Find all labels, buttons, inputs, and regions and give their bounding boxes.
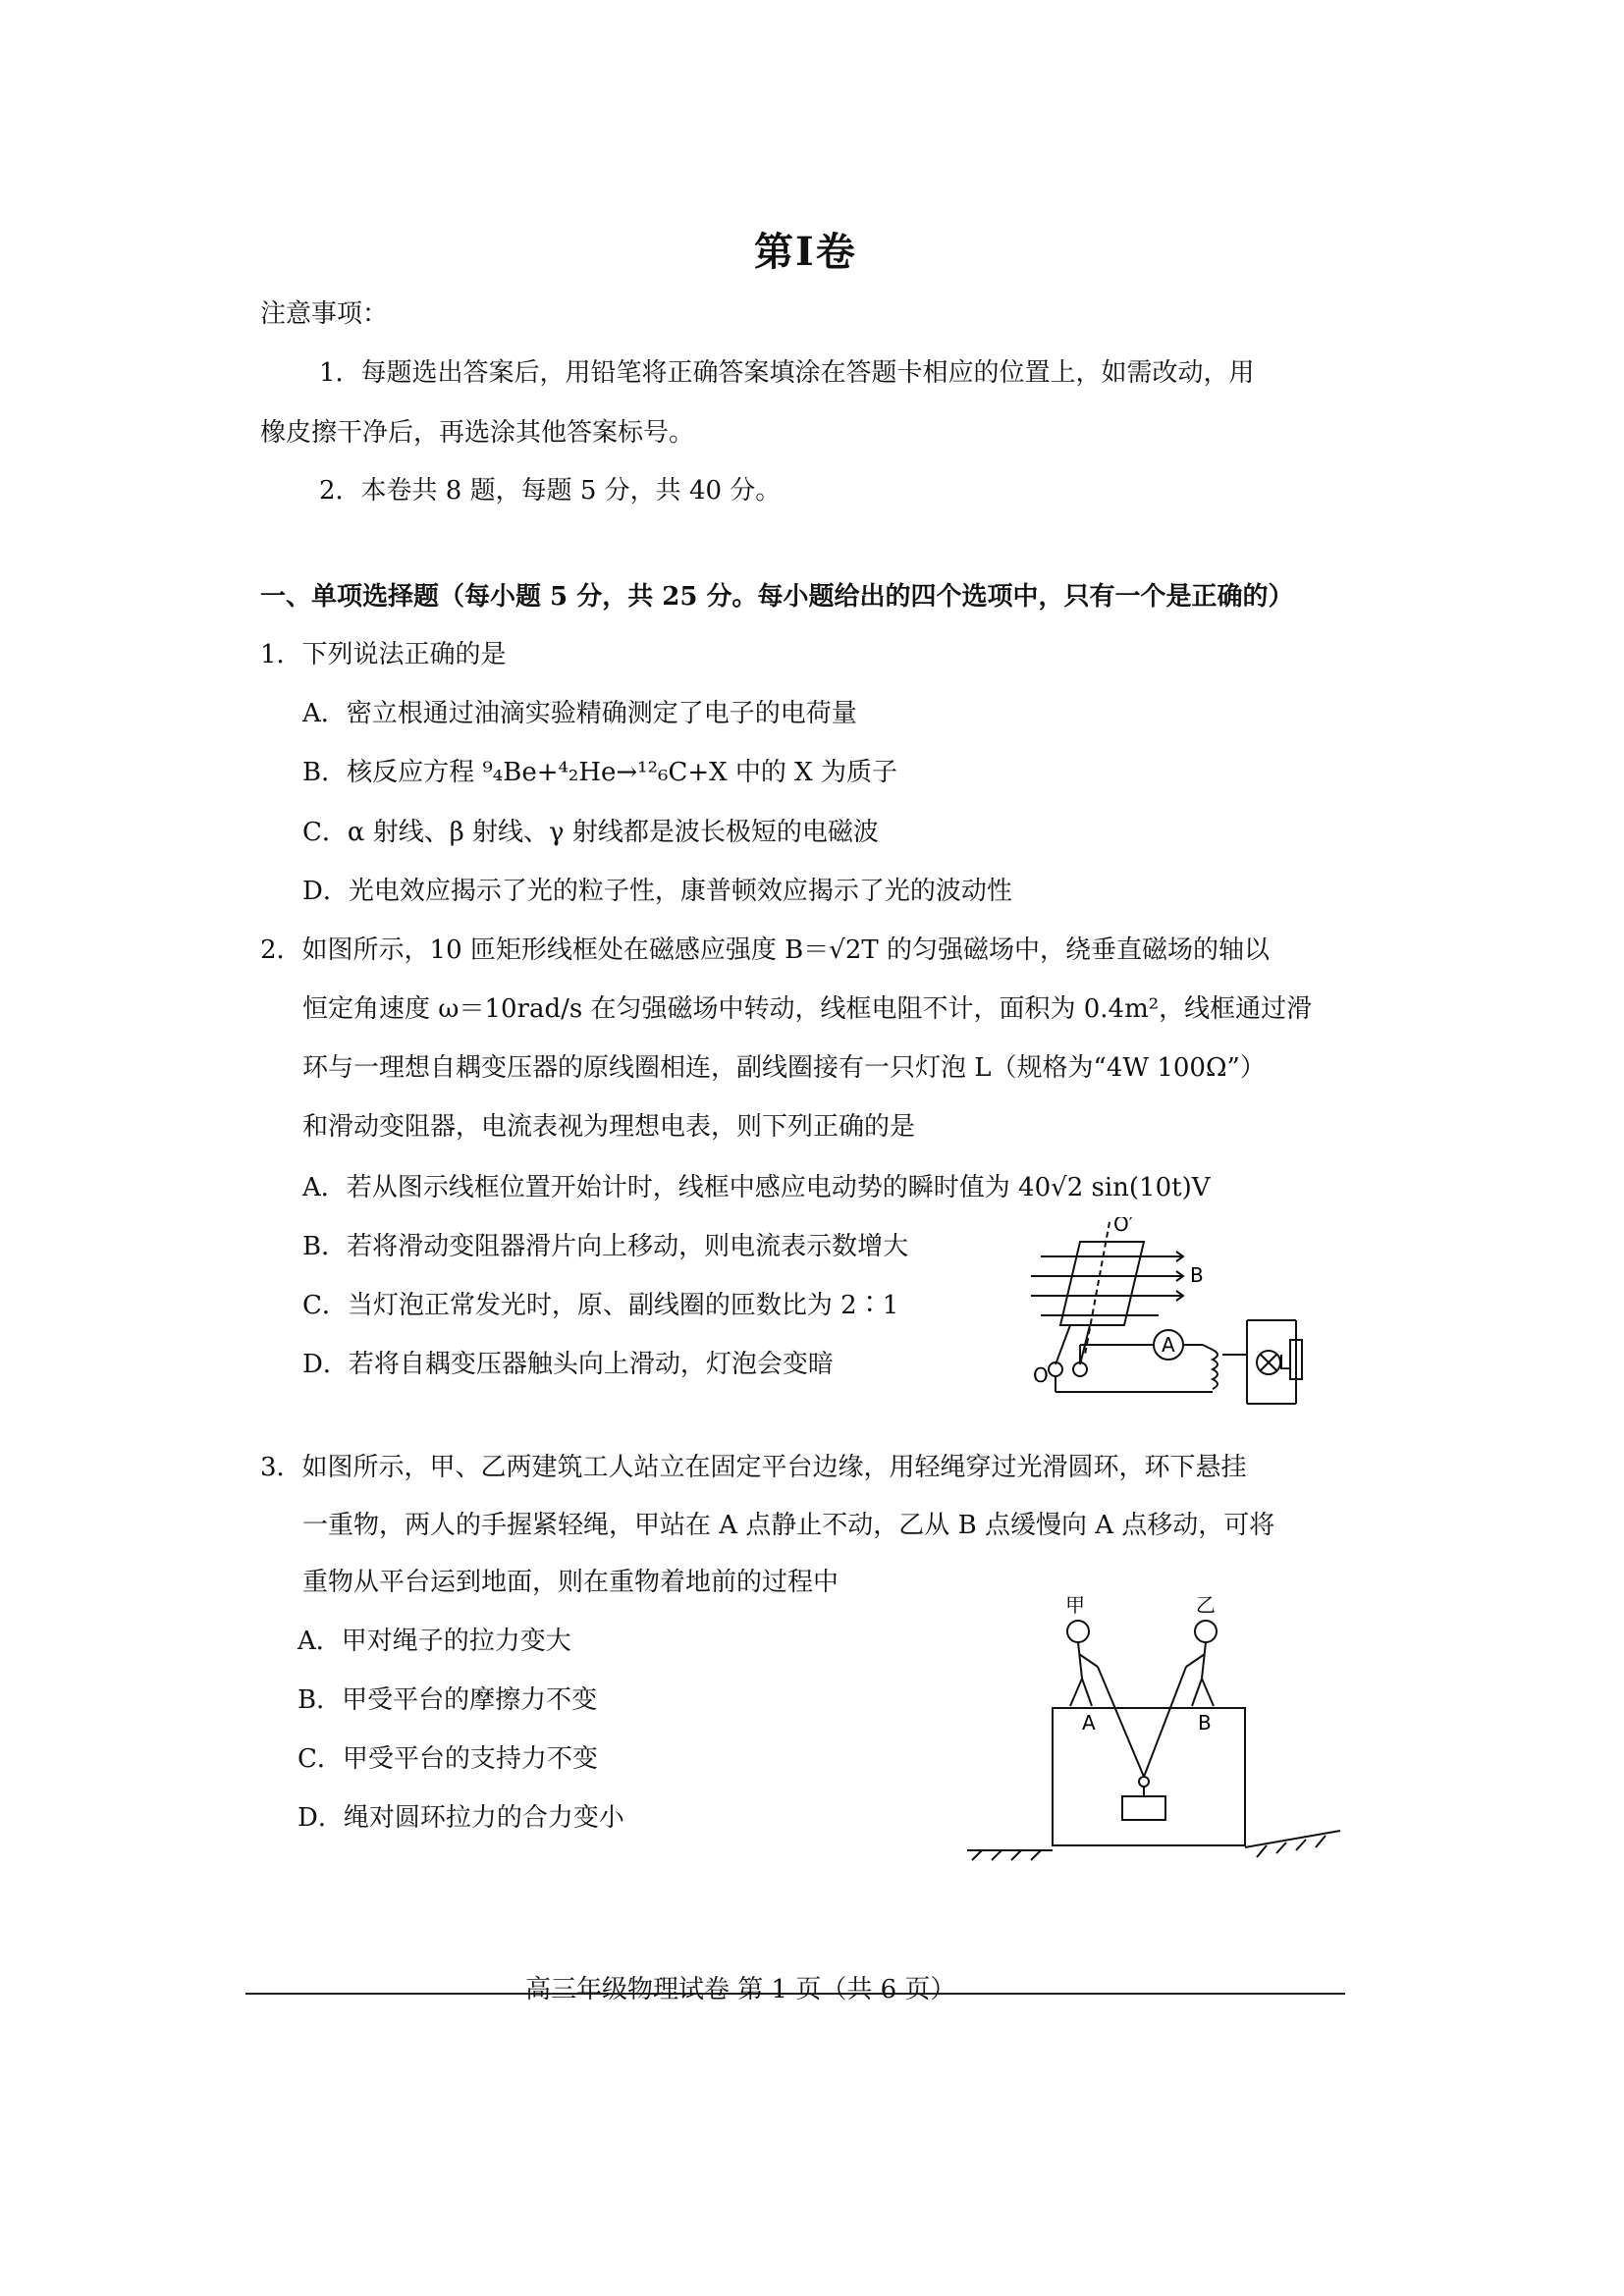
q1-option-d: D．光电效应揭示了光的粒子性，康普顿效应揭示了光的波动性 [302,877,1012,906]
q2-circuit-diagram [1011,1217,1316,1414]
q2-fig-label-axis-bottom: O [1033,1363,1049,1387]
page-title: 第Ⅰ卷 [754,229,857,275]
q3-fig-label-point-b: B [1198,1711,1212,1735]
q2-stem-line-2: 恒定角速度 ω＝10rad/s 在匀强磁场中转动，线框电阻不计，面积为 0.4m²，线框通过滑 [302,994,1313,1024]
q2-stem-line-1: 2．如图所示，10 匝矩形线框处在磁感应强度 B＝√2T 的匀强磁场中，绕垂直磁场的轴以 [260,935,1270,965]
q2-option-b: B．若将滑动变阻器滑片向上移动，则电流表示数增大 [302,1232,909,1261]
q1-option-b: B．核反应方程 ⁹₄Be+⁴₂He→¹²₆C+X 中的 X 为质子 [302,758,897,787]
q3-stem-line-2: 一重物，两人的手握紧轻绳，甲站在 A 点静止不动，乙从 B 点缓慢向 A 点移动，可将 [302,1511,1275,1540]
page-footer: 高三年级物理试卷 第 1 页（共 6 页） [525,1975,956,2004]
q2-fig-label-axis-top: O′ [1113,1217,1134,1236]
q3-option-b: B．甲受平台的摩擦力不变 [298,1685,598,1715]
notice-item-1-line-2: 橡皮擦干净后，再选涂其他答案标号。 [260,418,695,448]
q1-option-c: C．α 射线、β 射线、γ 射线都是波长极短的电磁波 [302,818,879,847]
q3-option-c: C．甲受平台的支持力不变 [298,1744,598,1774]
q2-option-d: D．若将自耦变压器触头向上滑动，灯泡会变暗 [302,1350,834,1379]
q2-option-a: A．若从图示线框位置开始计时，线框中感应电动势的瞬时值为 40√2 sin(10t)V [302,1173,1211,1202]
q3-fig-label-person-left: 甲 [1065,1593,1085,1617]
q3-option-a: A．甲对绳子的拉力变大 [298,1627,571,1656]
q3-platform-diagram [962,1590,1345,1870]
q2-stem-line-3: 环与一理想自耦变压器的原线圈相连，副线圈接有一只灯泡 L（规格为“4W 100Ω”） [302,1053,1266,1083]
q3-fig-label-point-a: A [1082,1711,1096,1735]
notice-item-1-line-1: 1．每题选出答案后，用铅笔将正确答案填涂在答题卡相应的位置上，如需改动，用 [319,358,1255,388]
notice-heading: 注意事项： [260,299,389,329]
notice-item-2: 2．本卷共 8 题，每题 5 分，共 40 分。 [319,476,782,506]
q1-option-a: A．密立根通过油滴实验精确测定了电子的电荷量 [302,699,857,728]
q3-stem-line-3: 重物从平台运到地面，则在重物着地前的过程中 [302,1568,839,1597]
q1-stem: 1．下列说法正确的是 [260,640,507,669]
q2-option-c: C．当灯泡正常发光时，原、副线圈的匝数比为 2∶1 [302,1291,899,1320]
section-1-heading: 一、单项选择题（每小题 5 分，共 25 分。每小题给出的四个选项中，只有一个是正确的） [260,582,1294,612]
q3-stem-line-1: 3．如图所示，甲、乙两建筑工人站立在固定平台边缘，用轻绳穿过光滑圆环，环下悬挂 [260,1453,1247,1482]
q2-fig-label-field: B [1190,1263,1204,1287]
q3-option-d: D．绳对圆环拉力的合力变小 [298,1803,624,1833]
q2-fig-label-lamp: L [1278,1351,1290,1374]
q2-fig-label-ammeter: A [1162,1333,1175,1357]
q2-stem-line-4: 和滑动变阻器，电流表视为理想电表，则下列正确的是 [302,1112,916,1142]
q3-fig-label-person-right: 乙 [1196,1593,1216,1617]
